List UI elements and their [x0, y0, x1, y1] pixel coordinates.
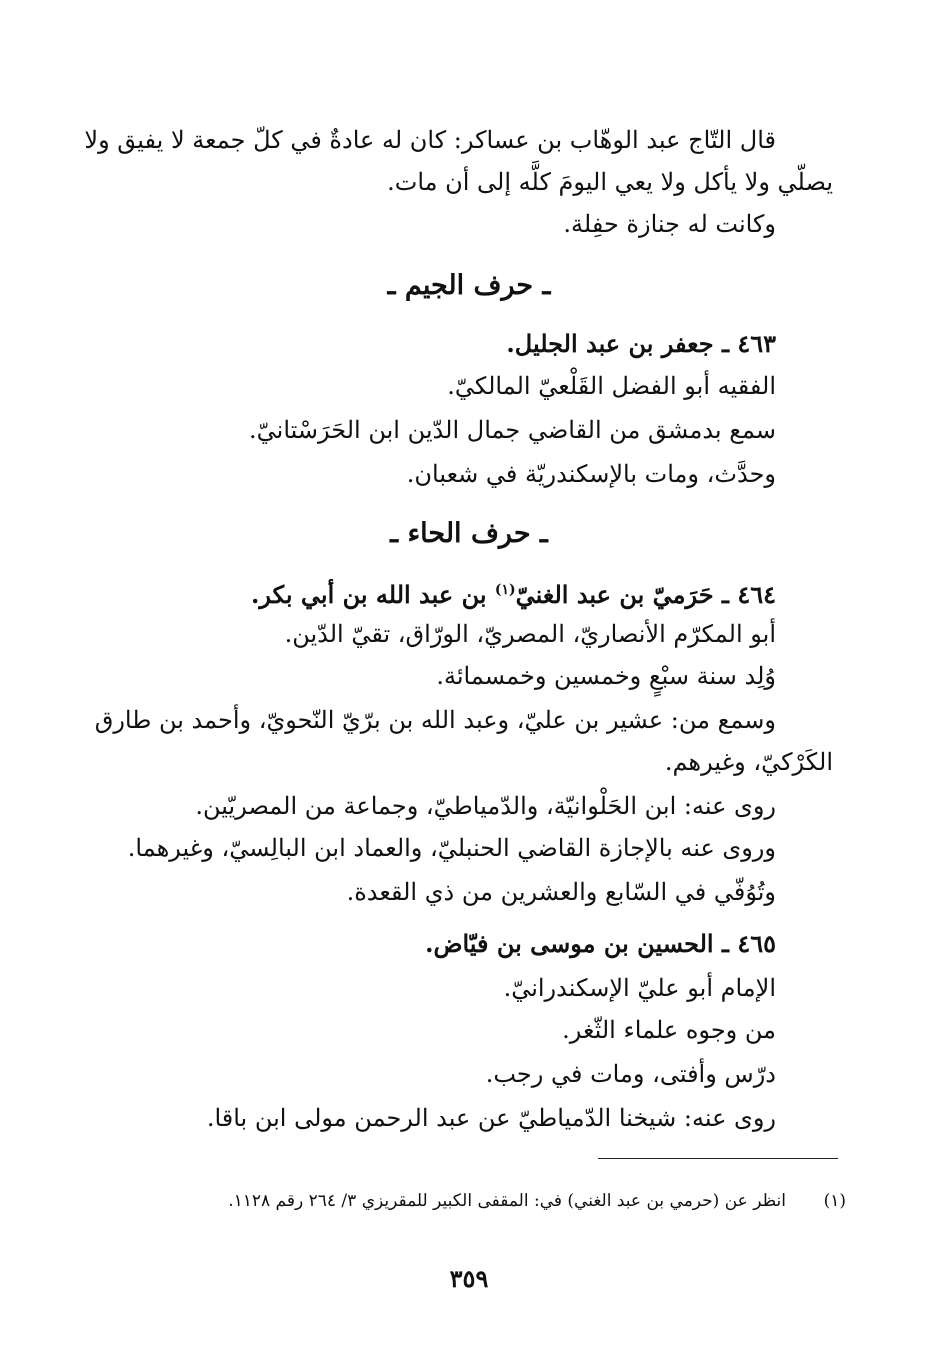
entry-line: وتُوُفّي في السّابع والعشرين من ذي القعدة. — [346, 878, 776, 906]
entry-title-465: ٤٦٥ ـ الحسين بن موسى بن فيّاض. — [425, 929, 776, 958]
entry-line: وُلِد سنة سبْعٍ وخمسين وخمسمائة. — [436, 662, 776, 690]
footnote-text: انظر عن (حرمي بن عبد الغني) في: المقفى الكبير للمقريزي ٣/ ٢٦٤ رقم ١١٢٨. — [228, 1191, 786, 1211]
entry-line: درّس وأفتى، ومات في رجب. — [485, 1060, 776, 1088]
footnote-reference: (١) — [494, 582, 516, 598]
entry-line: الإمام أبو عليّ الإسكندرانيّ. — [503, 974, 776, 1002]
entry-line: أبو المكرّم الأنصاريّ، المصريّ، الورّاق، تقيّ الدّين. — [284, 620, 776, 648]
footnote — [228, 1188, 846, 1214]
section-heading-jim: ـ حرف الجيم ـ — [387, 270, 551, 301]
paragraph-line: يصلّي ولا يأكل ولا يعي اليومَ كلَّه إلى أن مات. — [387, 168, 833, 196]
entry-line: وسمع من: عشير بن عليّ، وعبد الله بن برّيّ النّحويّ، وأحمد بن طارق — [94, 706, 776, 734]
page-number: ٣٥٩ — [449, 1264, 489, 1293]
entry-line: الفقيه أبو الفضل القَلْعيّ المالكيّ. — [447, 372, 776, 400]
paragraph-line: قال التّاج عبد الوهّاب بن عساكر: كان له عادةٌ في كلّ جمعة لا يفيق ولا — [84, 126, 776, 154]
section-heading-ha: ـ حرف الحاء ـ — [390, 518, 548, 549]
paragraph-line: وكانت له جنازة حفِلة. — [563, 210, 776, 238]
entry-title-463: ٤٦٣ ـ جعفر بن عبد الجليل. — [506, 329, 776, 358]
entry-line: سمع بدمشق من القاضي جمال الدّين ابن الحَرَسْتانيّ. — [249, 416, 776, 444]
entry-line: وروى عنه بالإجازة القاضي الحنبليّ، والعماد ابن البالِسيّ، وغيرهما. — [127, 834, 776, 862]
footnote-marker: (١) — [823, 1191, 846, 1211]
entry-line: الكَرْكيّ، وغيرهم. — [664, 748, 833, 776]
entry-title-464 — [251, 572, 776, 613]
entry-title-part: بن عبد الله بن أبي بكر. — [251, 580, 495, 609]
entry-line: من وجوه علماء الثّغر. — [562, 1016, 776, 1044]
entry-line: روى عنه: شيخنا الدّمياطيّ عن عبد الرحمن مولى ابن باقا. — [206, 1104, 776, 1132]
entry-line: روى عنه: ابن الحَلْوانيّة، والدّمياطيّ، وجماعة من المصريّين. — [195, 792, 776, 820]
entry-title-part: ٤٦٤ ـ حَرَميّ بن عبد الغنيّ — [515, 580, 776, 609]
footnote-separator — [598, 1158, 838, 1159]
entry-line: وحدَّث، ومات بالإسكندريّة في شعبان. — [406, 460, 776, 488]
